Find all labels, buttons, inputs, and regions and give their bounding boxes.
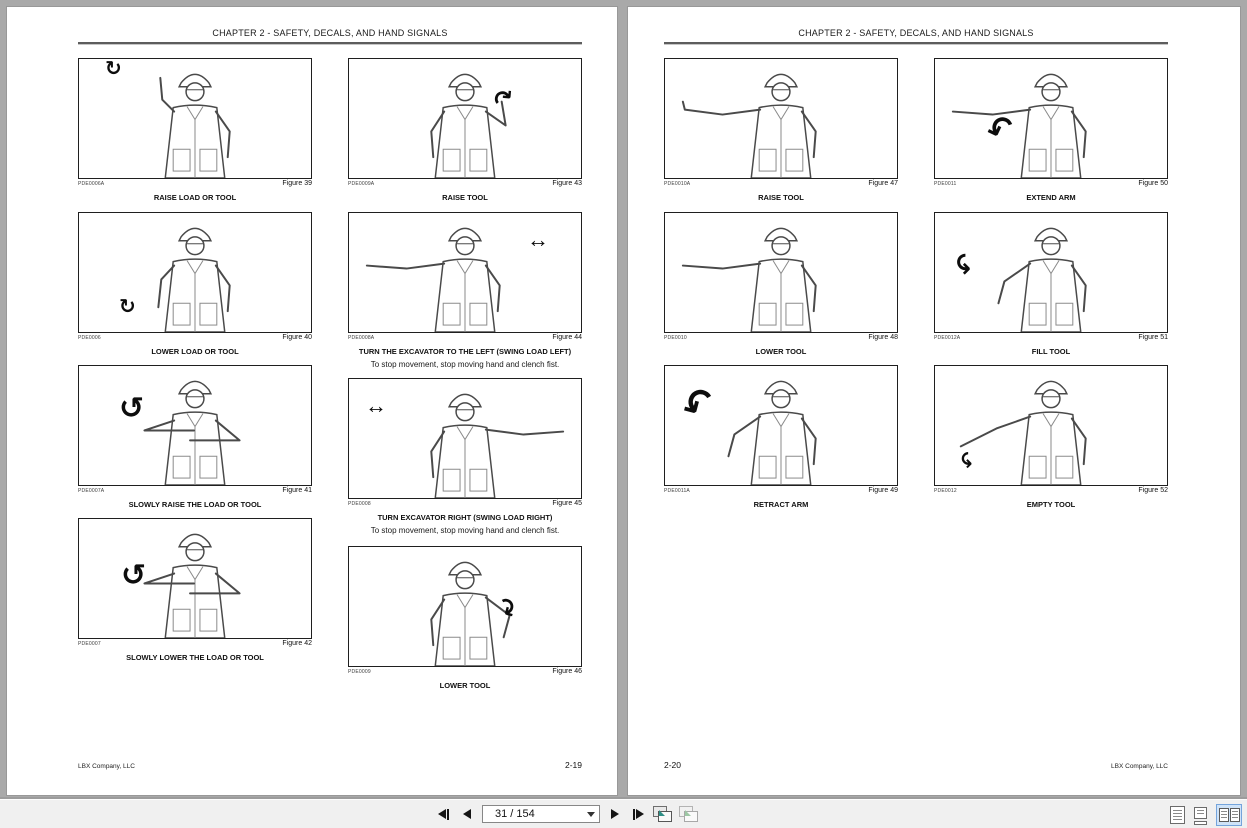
figure-number: Figure 41 bbox=[282, 487, 312, 494]
figure-caption: LOWER TOOL bbox=[755, 347, 807, 356]
figure-code: PDE0010 bbox=[664, 335, 687, 341]
last-page-button[interactable] bbox=[630, 805, 646, 823]
hand-signal-illustration bbox=[348, 546, 582, 667]
figure-block bbox=[934, 212, 1168, 356]
hand-signal-illustration bbox=[934, 365, 1168, 486]
signal-arrow-icon: ↔ bbox=[365, 393, 387, 418]
facing-pages-icon bbox=[1219, 808, 1229, 822]
next-page-icon bbox=[611, 809, 619, 819]
figure-caption: RETRACT ARM bbox=[753, 500, 809, 509]
figure-code: PDE0006 bbox=[78, 335, 101, 341]
pdf-page-right bbox=[628, 7, 1240, 795]
figure-code: PDE0008 bbox=[348, 501, 371, 507]
figure-caption: LOWER LOAD OR TOOL bbox=[151, 347, 239, 356]
footer-page-number: 2-19 bbox=[564, 760, 582, 770]
figure-code: PDE0008A bbox=[348, 335, 375, 341]
figure-layer bbox=[7, 7, 617, 795]
figure-code: PDE0009A bbox=[348, 181, 375, 187]
continuous-view-icon bbox=[1194, 807, 1207, 819]
hand-signal-illustration bbox=[348, 378, 582, 499]
hand-signal-illustration bbox=[348, 58, 582, 179]
figure-number: Figure 40 bbox=[282, 334, 312, 341]
figure-code: PDE0012A bbox=[934, 335, 961, 341]
signal-arrow-icon: ↻ bbox=[105, 58, 122, 80]
figure-code: PDE0011A bbox=[664, 488, 690, 494]
figure-caption: EXTEND ARM bbox=[1026, 193, 1076, 202]
figure-number: Figure 52 bbox=[1138, 487, 1168, 494]
next-page-button[interactable] bbox=[607, 805, 623, 823]
figure-block bbox=[78, 518, 312, 662]
figure-number: Figure 46 bbox=[552, 668, 582, 675]
figure-caption: TURN THE EXCAVATOR TO THE LEFT (SWING LOAD LEFT) bbox=[358, 347, 572, 356]
figure-block bbox=[348, 378, 582, 535]
viewer-toolbar bbox=[0, 800, 1247, 828]
facing-pages-view-button[interactable] bbox=[1216, 804, 1242, 826]
figure-block bbox=[78, 212, 312, 356]
figure-code: PDE0007A bbox=[78, 488, 105, 494]
hand-signal-illustration bbox=[78, 212, 312, 333]
figure-number: Figure 45 bbox=[552, 500, 582, 507]
signal-arrow-icon: ↷ bbox=[488, 81, 522, 116]
chapter-title: CHAPTER 2 - SAFETY, DECALS, AND HAND SIGNALS bbox=[798, 28, 1034, 38]
figure-code: PDE0012 bbox=[934, 488, 957, 494]
figure-block bbox=[664, 212, 898, 356]
previous-page-button[interactable] bbox=[459, 805, 475, 823]
figure-number: Figure 44 bbox=[552, 334, 582, 341]
footer-page-number: 2-20 bbox=[664, 760, 682, 770]
figure-block bbox=[664, 365, 898, 509]
figure-number: Figure 43 bbox=[552, 180, 582, 187]
hand-signal-illustration bbox=[664, 212, 898, 333]
hand-signal-illustration bbox=[934, 212, 1168, 333]
figure-caption: SLOWLY LOWER THE LOAD OR TOOL bbox=[126, 653, 264, 662]
hand-signal-illustration bbox=[348, 212, 582, 333]
figure-number: Figure 48 bbox=[868, 334, 898, 341]
signal-arrow-icon: ↶ bbox=[958, 451, 981, 469]
footer-company: LBX Company, LLC bbox=[1111, 763, 1168, 770]
pdf-page-left bbox=[7, 7, 617, 795]
figure-number: Figure 50 bbox=[1138, 180, 1168, 187]
continuous-view-button[interactable] bbox=[1194, 807, 1207, 823]
signal-arrow-icon: ↺ bbox=[121, 559, 147, 592]
figure-caption: FILL TOOL bbox=[1031, 347, 1071, 356]
figure-note: To stop movement, stop moving hand and clench fist. bbox=[370, 526, 560, 535]
first-page-icon bbox=[438, 809, 446, 819]
page-number-input[interactable] bbox=[482, 805, 600, 823]
figure-block bbox=[348, 212, 582, 369]
page-number-value: 31 / 154 bbox=[495, 808, 535, 820]
figure-note: To stop movement, stop moving hand and clench fist. bbox=[370, 360, 560, 369]
figure-number: Figure 39 bbox=[282, 180, 312, 187]
hand-signal-illustration bbox=[664, 58, 898, 179]
hand-signal-illustration bbox=[78, 365, 312, 486]
figure-block bbox=[78, 58, 312, 202]
signal-arrow-icon: ↔ bbox=[527, 227, 549, 252]
signal-arrow-icon: ↺ bbox=[119, 392, 145, 425]
figure-code: PDE0007 bbox=[78, 641, 101, 647]
figure-block bbox=[348, 546, 582, 690]
hand-signal-illustration bbox=[934, 58, 1168, 179]
previous-view-icon bbox=[659, 810, 665, 816]
page-footer bbox=[664, 760, 1168, 770]
figure-code: PDE0009 bbox=[348, 669, 371, 675]
signal-arrow-icon: ↶ bbox=[981, 107, 1020, 151]
figure-number: Figure 42 bbox=[282, 640, 312, 647]
last-page-icon bbox=[636, 809, 644, 819]
figure-block bbox=[348, 58, 582, 202]
hand-signal-illustration bbox=[78, 58, 312, 179]
figure-caption: LOWER TOOL bbox=[439, 681, 491, 690]
single-page-icon bbox=[1173, 810, 1182, 820]
hand-signal-illustration bbox=[664, 365, 898, 486]
figure-number: Figure 49 bbox=[868, 487, 898, 494]
signal-arrow-icon: ↶ bbox=[674, 378, 724, 432]
figure-caption: TURN EXCAVATOR RIGHT (SWING LOAD RIGHT) bbox=[377, 513, 553, 522]
figure-caption: EMPTY TOOL bbox=[1026, 500, 1076, 509]
figure-block bbox=[934, 365, 1168, 509]
figure-caption: RAISE LOAD OR TOOL bbox=[153, 193, 237, 202]
figure-caption: RAISE TOOL bbox=[758, 193, 804, 202]
next-view-icon bbox=[685, 810, 691, 816]
figure-number: Figure 51 bbox=[1138, 334, 1168, 341]
figure-number: Figure 47 bbox=[868, 180, 898, 187]
signal-arrow-icon: ↻ bbox=[119, 296, 136, 318]
next-view-button[interactable] bbox=[679, 806, 698, 822]
single-page-view-button[interactable] bbox=[1170, 806, 1185, 824]
figure-code: PDE0010A bbox=[664, 181, 691, 187]
chapter-title: CHAPTER 2 - SAFETY, DECALS, AND HAND SIGNALS bbox=[212, 28, 448, 38]
footer-company: LBX Company, LLC bbox=[78, 763, 135, 770]
previous-page-icon bbox=[463, 809, 471, 819]
figure-code: PDE0011 bbox=[934, 181, 957, 187]
page-footer bbox=[78, 760, 582, 770]
chevron-down-icon[interactable] bbox=[587, 812, 595, 817]
figure-block bbox=[78, 365, 312, 509]
figure-caption: SLOWLY RAISE THE LOAD OR TOOL bbox=[128, 500, 262, 509]
page-display-modes bbox=[1170, 804, 1242, 826]
first-page-button[interactable] bbox=[436, 805, 452, 823]
signal-arrow-icon: ↶ bbox=[950, 253, 981, 275]
signal-arrow-icon: ↷ bbox=[488, 593, 523, 625]
previous-view-button[interactable] bbox=[653, 806, 672, 822]
figure-block bbox=[664, 58, 898, 202]
figure-code: PDE0006A bbox=[78, 181, 105, 187]
figure-caption: RAISE TOOL bbox=[442, 193, 488, 202]
figure-block bbox=[934, 58, 1168, 202]
hand-signal-illustration bbox=[78, 518, 312, 639]
figure-layer bbox=[628, 7, 1240, 795]
page-navigation bbox=[436, 805, 698, 823]
